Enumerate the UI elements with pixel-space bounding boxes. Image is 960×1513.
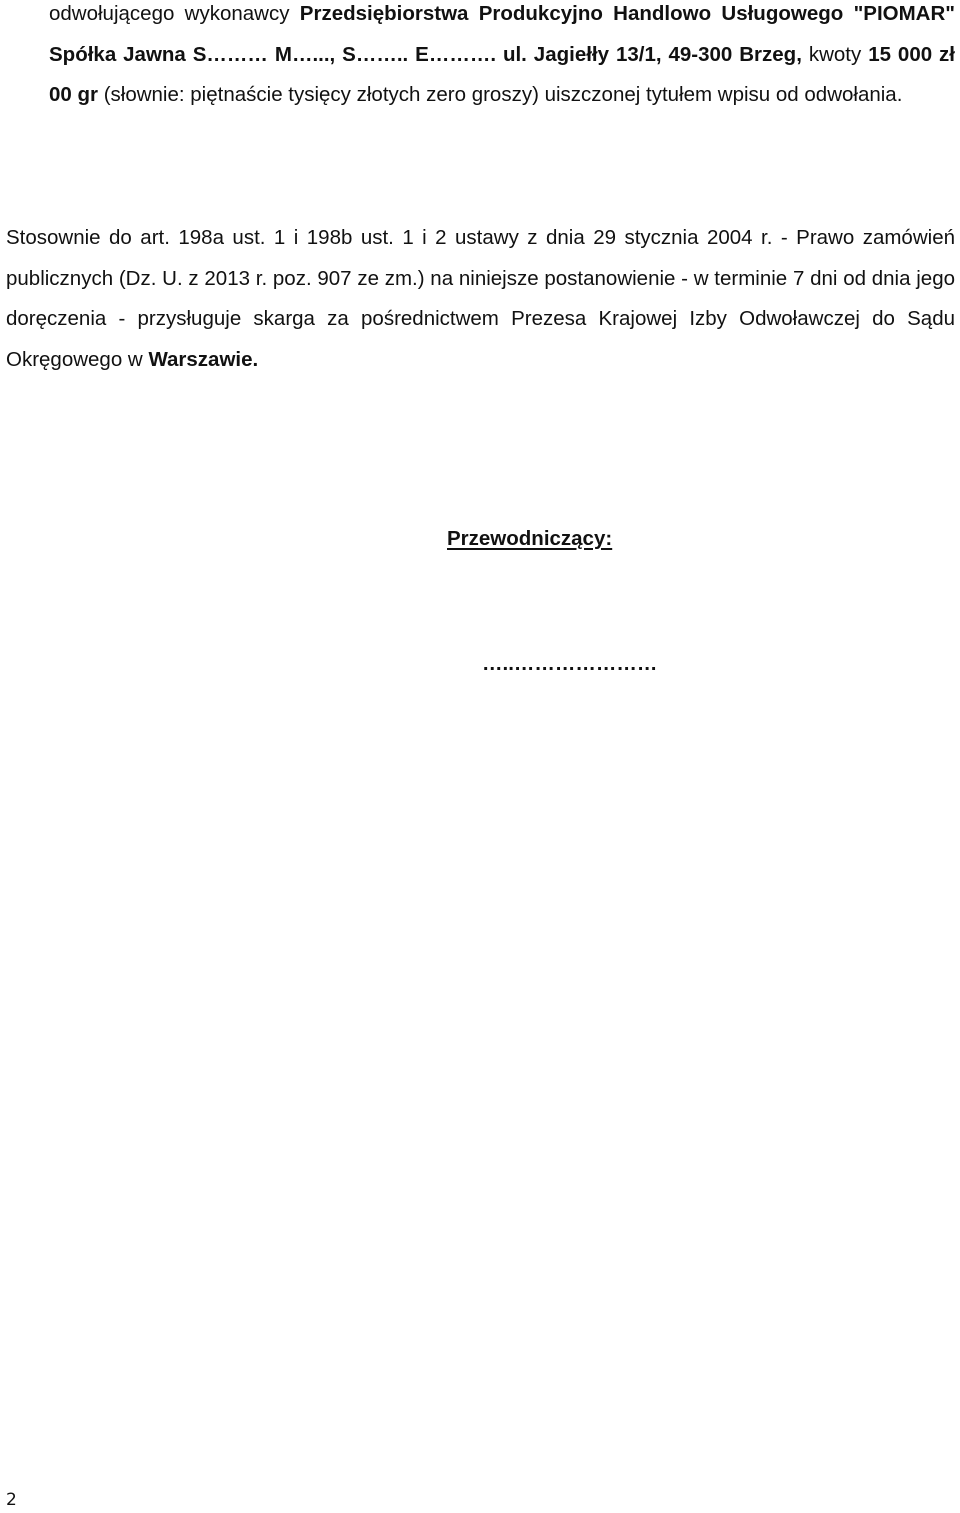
signature-title: Przewodniczący: xyxy=(447,527,613,550)
court-city: Warszawie. xyxy=(148,347,259,371)
paragraph-text: Stosownie do art. 198a ust. 1 i 198b ust. 1 i 2 ustawy z dnia 29 stycznia 2004 r. - Prawo zamówień publicznych (Dz. U. z 2013 r. poz. 907 ze zm.) na niniejsze postanowienie - w terminie 7 dni od dnia jego doręczenia - przysługuje skarga za pośrednictwem Prezesa Krajowej Izby Odwoławczej do Sądu Okręgowego w xyxy=(6,226,955,371)
amount-value: 15 000 zł 00 gr xyxy=(49,42,956,106)
paragraph-text: odwołującego wykonawcy xyxy=(49,2,300,25)
paragraph-text: (słownie: piętnaście tysięcy złotych zero groszy) uiszczonej tytułem wpisu od odwołania. xyxy=(98,83,903,106)
operative-paragraph-refund xyxy=(49,0,955,116)
paragraph-text: kwoty xyxy=(801,42,869,66)
appellant-name: Przedsiębiorstwa Produkcyjno Handlowo Usługowego "PIOMAR" Spółka Jawna S……… M…..., S…….. E………. ul. Jagiełły 13/1, 49-300 Brzeg, xyxy=(49,2,956,66)
signature-line: …..………………… xyxy=(482,652,658,675)
page-number: 2 xyxy=(6,1490,17,1510)
appeal-instruction-paragraph xyxy=(6,218,955,380)
